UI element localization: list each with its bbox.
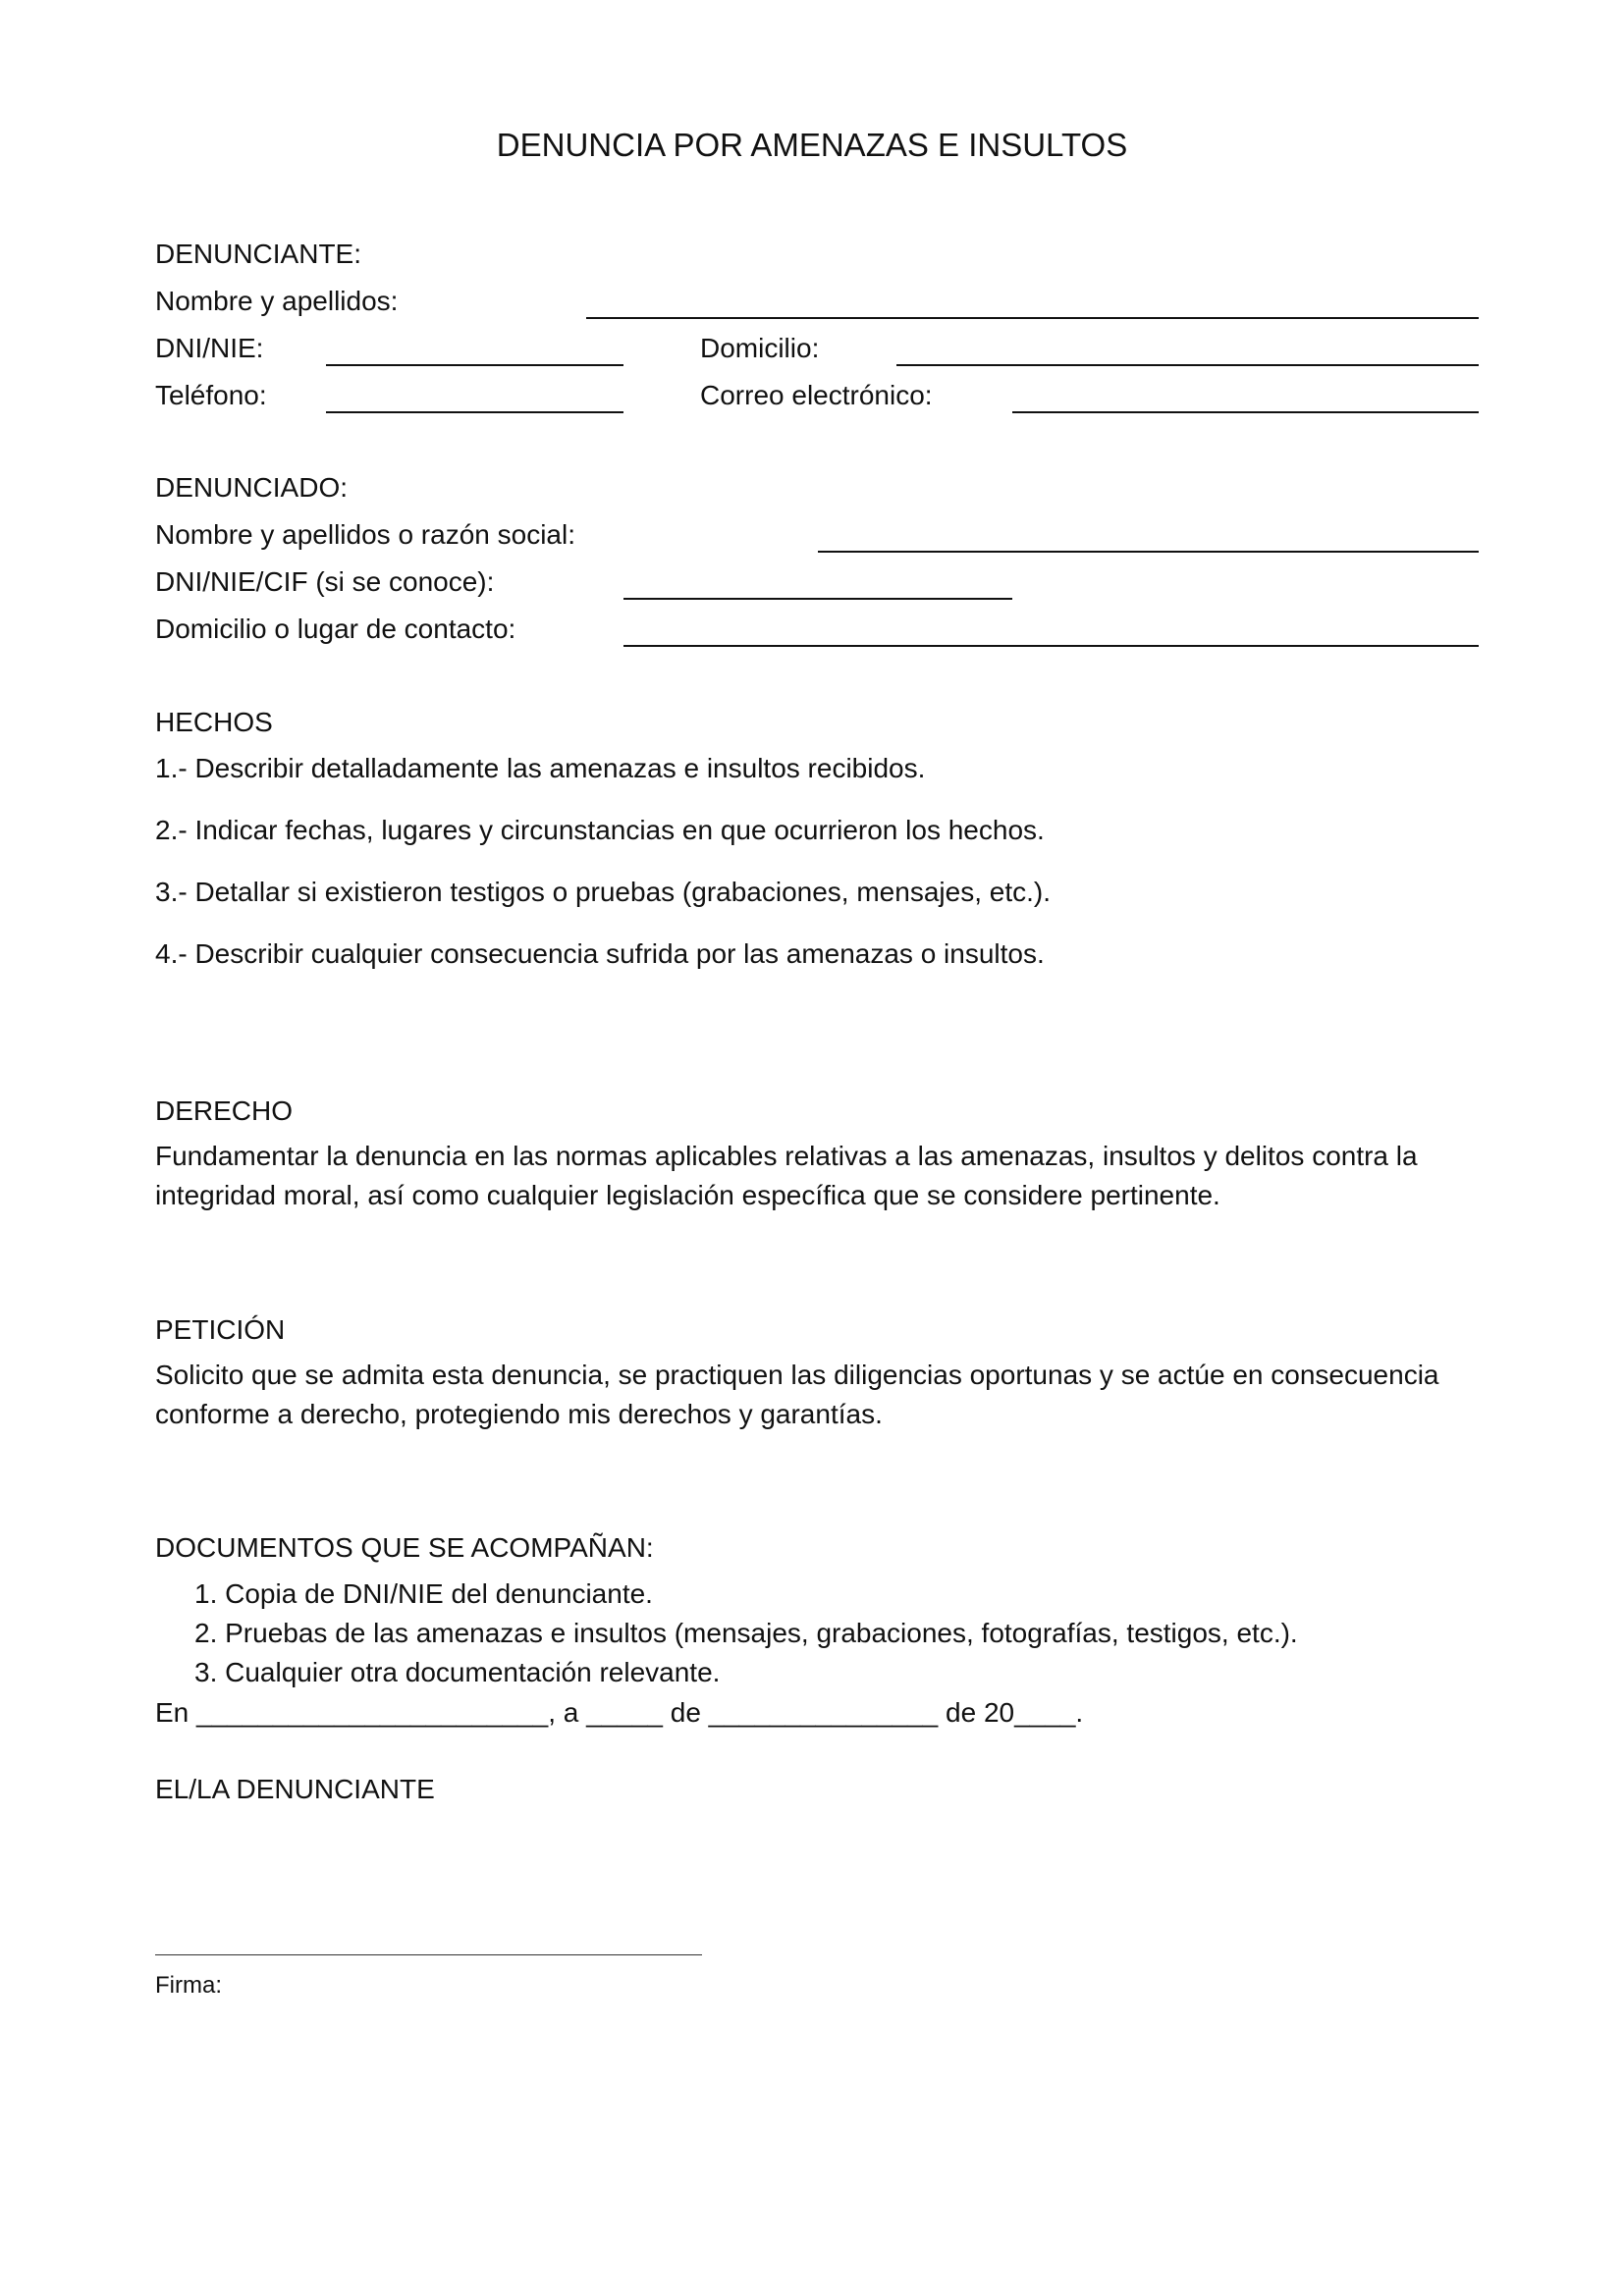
document-title: DENUNCIA POR AMENAZAS E INSULTOS: [496, 127, 1128, 163]
denunciante-correo-field[interactable]: [1012, 411, 1479, 413]
denunciante-heading: DENUNCIANTE:: [155, 239, 362, 269]
denunciado-domicilio-label: Domicilio o lugar de contacto:: [155, 614, 516, 644]
hechos-item: 4.- Describir cualquier consecuencia sufrida por las amenazas o insultos.: [155, 938, 1045, 969]
denunciante-correo-label: Correo electrónico:: [700, 380, 933, 410]
denunciante-nombre-label: Nombre y apellidos:: [155, 286, 399, 316]
documentos-item: 1. Copia de DNI/NIE del denunciante.: [194, 1578, 653, 1609]
hechos-heading: HECHOS: [155, 707, 273, 737]
hechos-item: 1.- Describir detalladamente las amenazas e insultos recibidos.: [155, 753, 926, 783]
denunciante-dni-field[interactable]: [326, 364, 623, 366]
denunciante-telefono-field[interactable]: [326, 411, 623, 413]
denunciado-nombre-field[interactable]: [818, 551, 1479, 553]
documentos-item: 2. Pruebas de las amenazas e insultos (mensajes, grabaciones, fotografías, testigos, etc.).: [194, 1618, 1298, 1648]
firmante-label: EL/LA DENUNCIANTE: [155, 1774, 435, 1804]
documentos-item: 3. Cualquier otra documentación relevante.: [194, 1657, 721, 1687]
firma-line[interactable]: [155, 1954, 702, 1955]
hechos-item: 3.- Detallar si existieron testigos o pruebas (grabaciones, mensajes, etc.).: [155, 877, 1051, 907]
denunciado-nombre-label: Nombre y apellidos o razón social:: [155, 519, 575, 550]
documentos-heading: DOCUMENTOS QUE SE ACOMPAÑAN:: [155, 1532, 654, 1563]
denunciante-dni-label: DNI/NIE:: [155, 333, 264, 363]
denunciado-heading: DENUNCIADO:: [155, 472, 349, 503]
denunciado-domicilio-field[interactable]: [623, 645, 1479, 647]
peticion-heading: PETICIÓN: [155, 1314, 286, 1345]
denunciado-dni-label: DNI/NIE/CIF (si se conoce):: [155, 566, 495, 597]
peticion-text: Solicito que se admita esta denuncia, se practiquen las diligencias oportunas y se actúe en consecuencia conforme a derecho, protegiendo mis derechos y garantías.: [155, 1360, 1439, 1429]
denunciado-dni-field[interactable]: [623, 598, 1012, 600]
denunciante-domicilio-field[interactable]: [896, 364, 1479, 366]
denunciante-nombre-field[interactable]: [586, 317, 1479, 319]
hechos-item: 2.- Indicar fechas, lugares y circunstancias en que ocurrieron los hechos.: [155, 815, 1045, 845]
denunciante-domicilio-label: Domicilio:: [700, 333, 820, 363]
fecha-line: En _______________________, a _____ de _______________ de 20____.: [155, 1697, 1084, 1728]
derecho-text: Fundamentar la denuncia en las normas aplicables relativas a las amenazas, insultos y delitos contra la integridad moral, así como cualquier legislación específica que se considere pertinente.: [155, 1141, 1418, 1210]
derecho-heading: DERECHO: [155, 1095, 294, 1126]
denunciante-telefono-label: Teléfono:: [155, 380, 267, 410]
firma-label: Firma:: [155, 1972, 222, 1999]
